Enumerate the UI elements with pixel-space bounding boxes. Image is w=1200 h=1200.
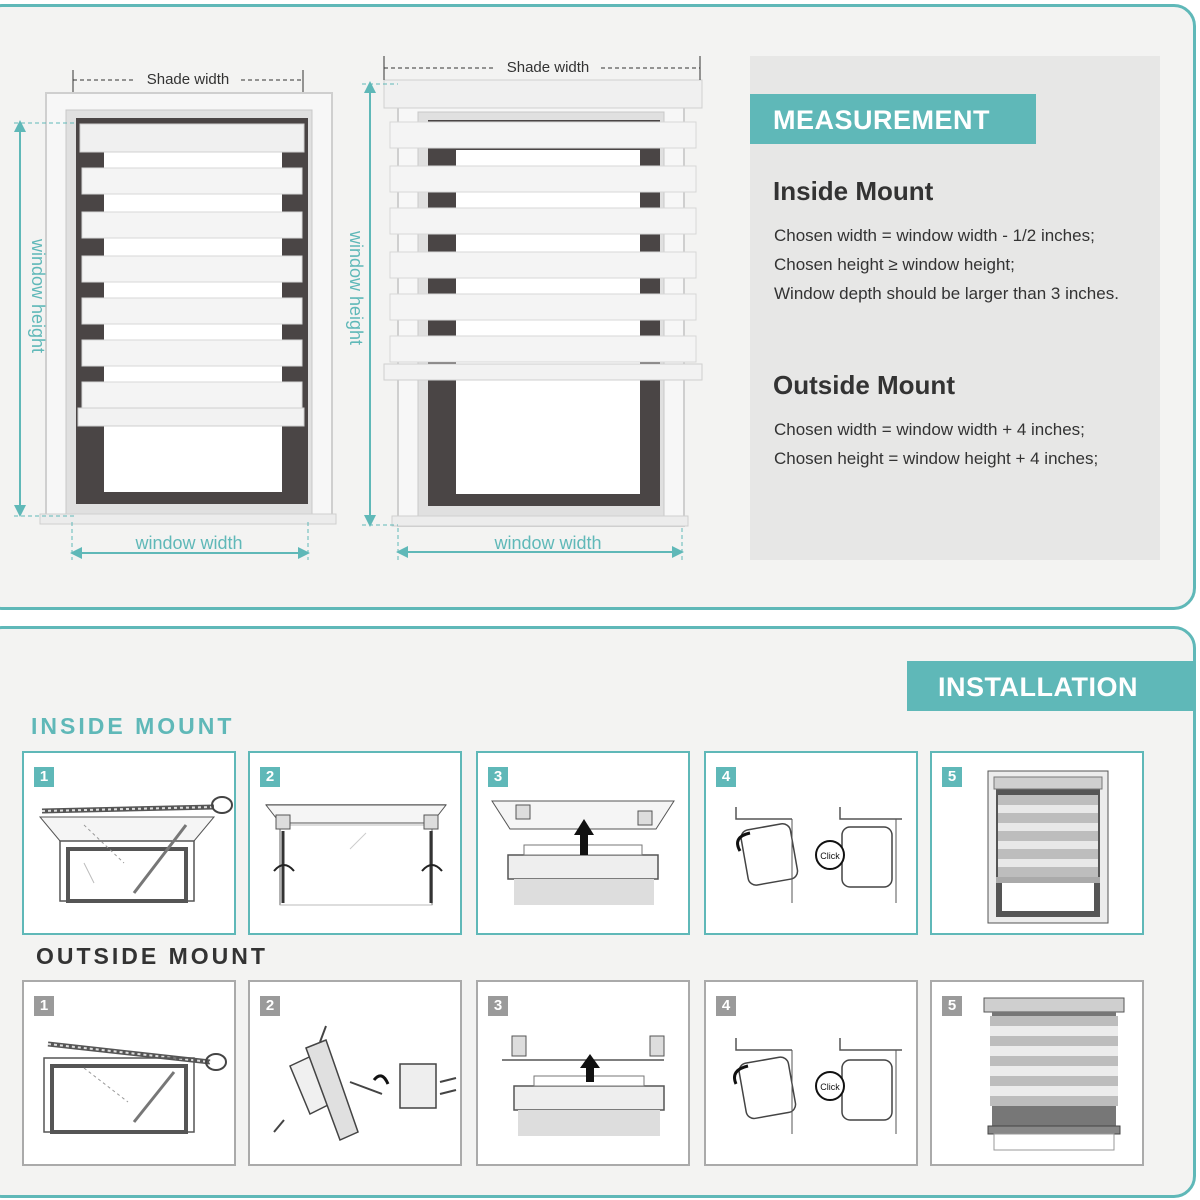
lift-shade-outside-illustration — [478, 982, 692, 1168]
inside-mount-section-title: INSIDE MOUNT — [31, 713, 235, 739]
inside-step-5 — [930, 751, 1144, 935]
window-width-label-left: window width — [135, 533, 243, 553]
inside-step-3 — [476, 751, 690, 935]
click-label: Click — [820, 851, 840, 861]
outside-mount-line: Chosen width = window width + 4 inches; — [774, 420, 1085, 439]
bracket-click-illustration — [706, 753, 920, 937]
lift-shade-illustration — [478, 753, 692, 937]
step-number: 1 — [34, 767, 54, 787]
window-width-label-right: window width — [494, 533, 602, 553]
shade-width-label-right: Shade width — [506, 59, 590, 76]
outside-step-3 — [476, 980, 690, 1166]
window-height-label-right: window height — [346, 230, 366, 346]
outside-mount-section-title: OUTSIDE MOUNT — [36, 943, 268, 969]
inside-mount-line: Window depth should be larger than 3 inches. — [774, 284, 1119, 303]
outside-step-1 — [22, 980, 236, 1166]
bracket-click-outside-illustration — [706, 982, 920, 1168]
outside-mount-line: Chosen height = window height + 4 inches; — [774, 449, 1099, 468]
installed-shade-outside-illustration — [932, 982, 1146, 1168]
outside-step-2 — [248, 980, 462, 1166]
outside-step-4 — [704, 980, 918, 1166]
wall-measure-illustration — [24, 982, 238, 1168]
outside-mount-diagram — [0, 0, 740, 600]
inside-step-4 — [704, 751, 918, 935]
window-height-label-left: window height — [28, 238, 48, 354]
installation-tag: INSTALLATION — [907, 661, 1195, 711]
step-number: 2 — [260, 996, 280, 1016]
step-number: 3 — [488, 996, 508, 1016]
inside-step-2 — [248, 751, 462, 935]
bracket-assembly-illustration — [250, 982, 464, 1168]
bracket-screw-illustration — [250, 753, 464, 937]
inside-mount-line: Chosen width = window width - 1/2 inches; — [774, 226, 1095, 245]
step-number: 4 — [716, 767, 736, 787]
measurement-tag: MEASUREMENT — [750, 94, 1036, 144]
step-number: 2 — [260, 767, 280, 787]
step-number: 4 — [716, 996, 736, 1016]
step-number: 5 — [942, 996, 962, 1016]
inside-step-1 — [22, 751, 236, 935]
shade-width-label-left: Shade width — [146, 71, 230, 88]
outside-mount-heading: Outside Mount — [773, 370, 955, 400]
ceiling-measure-illustration — [24, 753, 238, 937]
step-number: 5 — [942, 767, 962, 787]
click-label: Click — [820, 1082, 840, 1092]
step-number: 3 — [488, 767, 508, 787]
outside-step-5 — [930, 980, 1144, 1166]
inside-mount-line: Chosen height ≥ window height; — [774, 255, 1015, 274]
step-number: 1 — [34, 996, 54, 1016]
installed-shade-illustration — [932, 753, 1146, 937]
inside-mount-heading: Inside Mount — [773, 176, 934, 206]
